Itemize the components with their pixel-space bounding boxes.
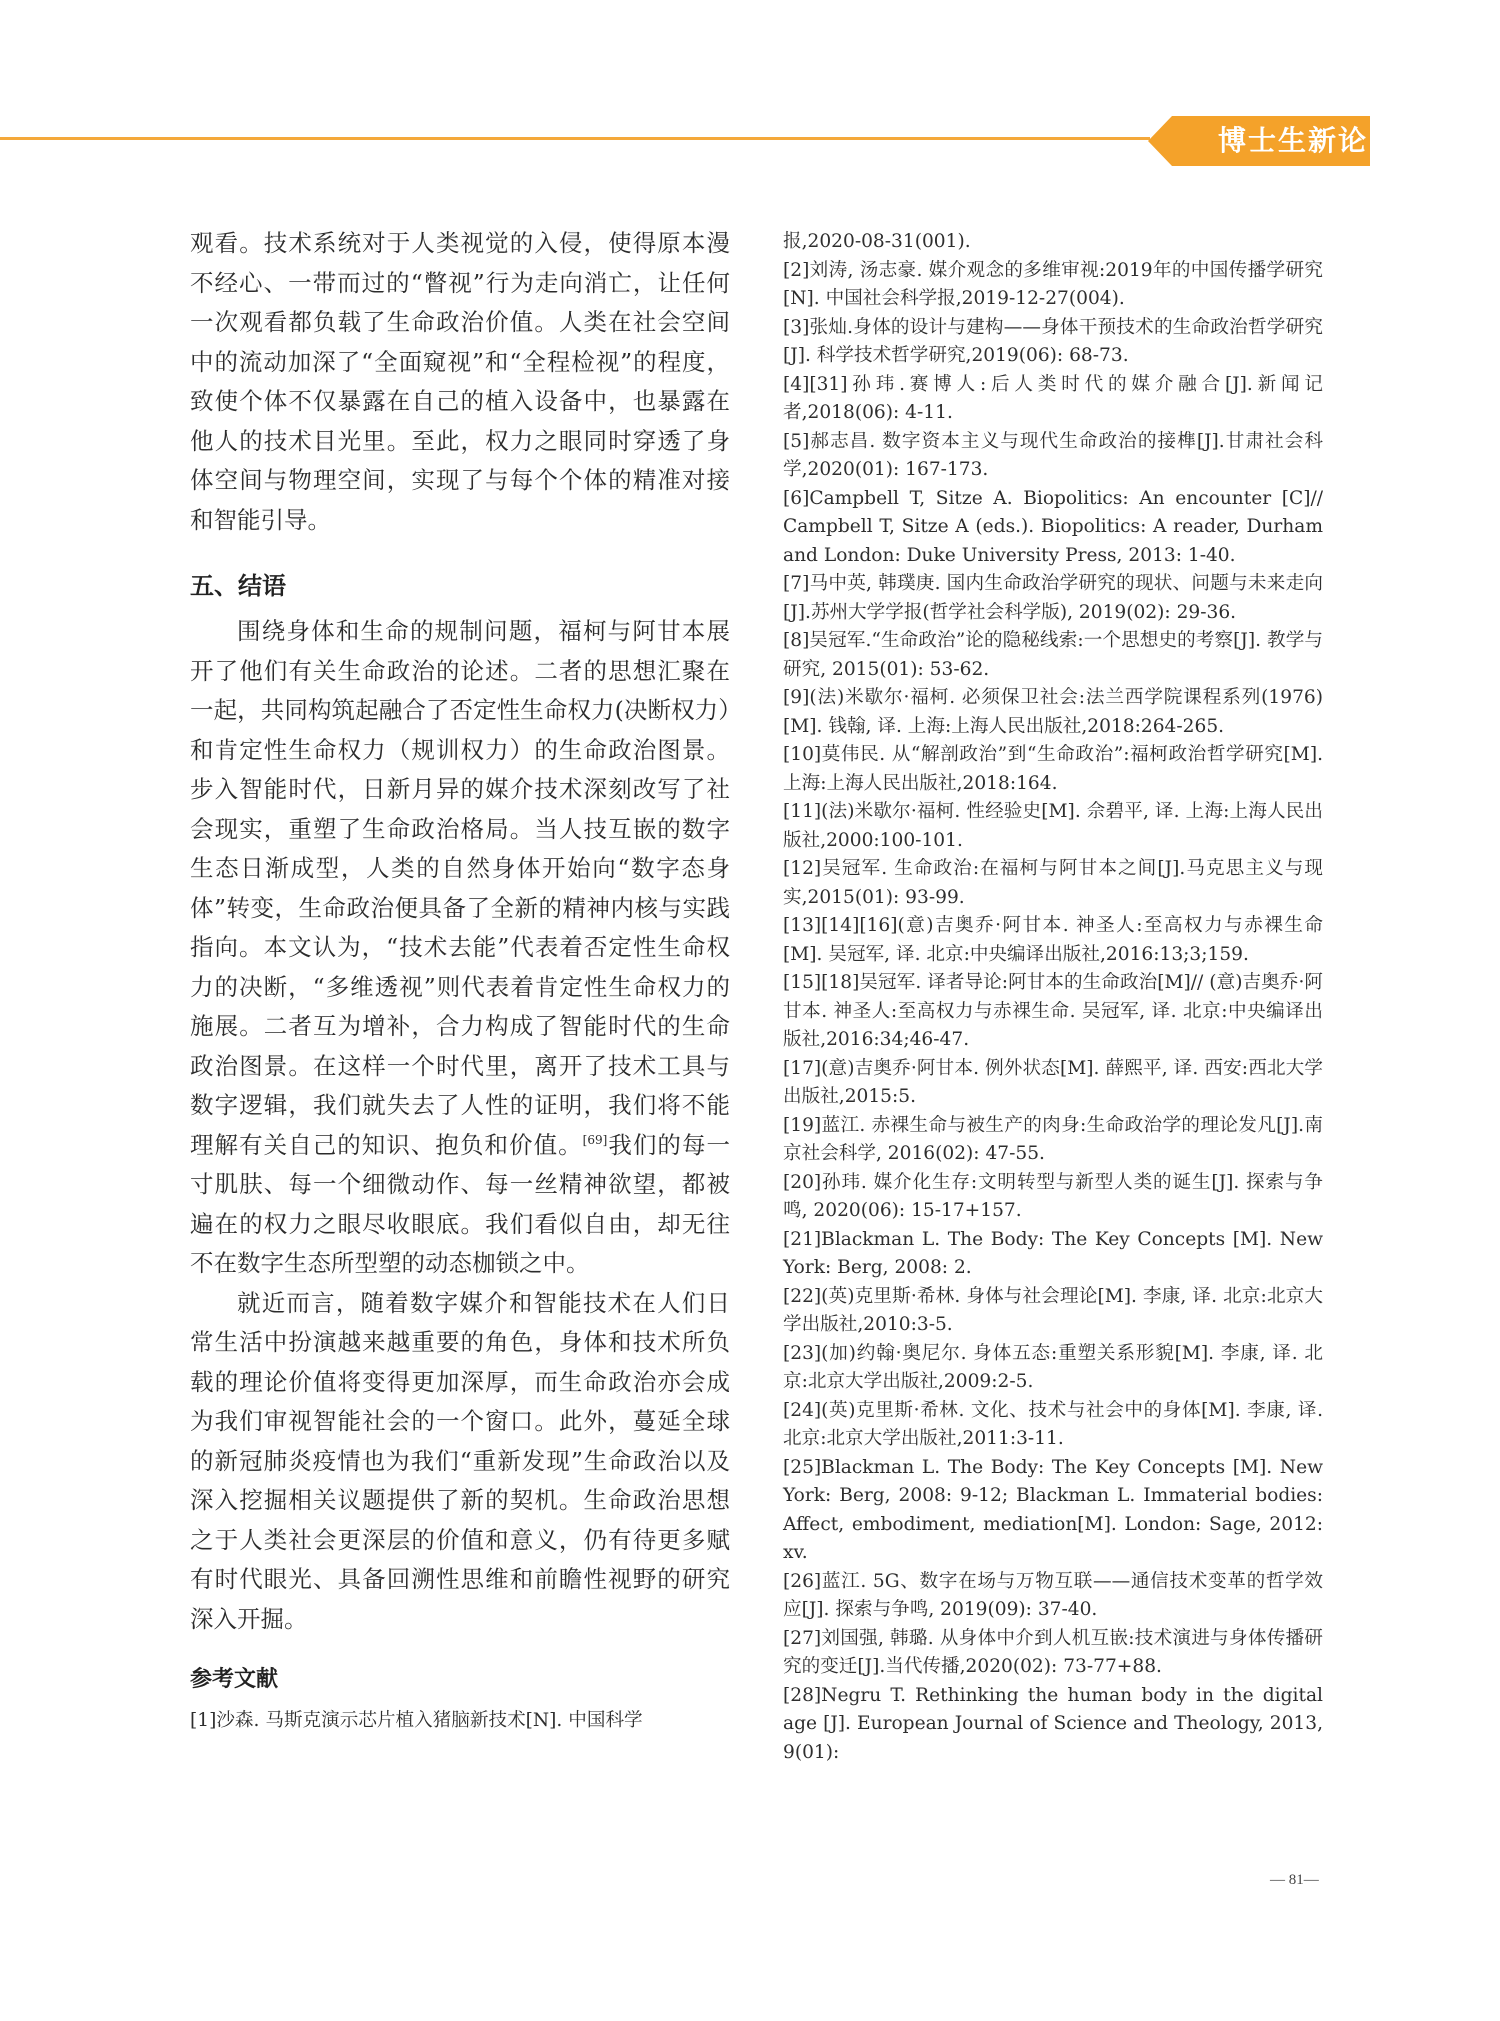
reference-item: [13][14][16](意)吉奥乔·阿甘本. 神圣人:至高权力与赤裸生命[M]. 吴冠军, 译. 北京:中央编译出版社,2016:13;3;159. — [783, 915, 1323, 965]
reference-item: [24](英)克里斯·希林. 文化、技术与社会中的身体[M]. 李康, 译. 北京:北京大学出版社,2011:3-11. — [783, 1399, 1323, 1449]
body-paragraph — [190, 612, 730, 1284]
reference-item: [26]蓝江. 5G、数字在场与万物互联——通信技术变革的哲学效应[J]. 探索与争鸣, 2019(09): 37-40. — [783, 1570, 1323, 1620]
body-paragraph: 就近而言，随着数字媒介和智能技术在人们日常生活中扮演越来越重要的角色，身体和技术所负载的理论价值将变得更加深厚，而生命政治亦会成为我们审视智能社会的一个窗口。此外，蔓延全球的新冠肺炎疫情也为我们“重新发现”生命政治以及深入挖掘相关议题提供了新的契机。生命政治思想之于人类社会更深层的价值和意义，仍有待更多赋有时代眼光、具备回溯性思维和前瞻性视野的研究深入开掘。 — [190, 1288, 730, 1633]
reference-item: [5]郝志昌. 数字资本主义与现代生命政治的接榫[J].甘肃社会科学,2020(01): 167-173. — [783, 430, 1323, 480]
reference-item: [8]吴冠军.“生命政治”论的隐秘线索:一个思想史的考察[J]. 教学与研究, 2015(01): 53-62. — [783, 630, 1323, 680]
left-column — [190, 224, 730, 1736]
reference-item: 报,2020-08-31(001). — [783, 231, 971, 252]
reference-item: [9](法)米歇尔·福柯. 必须保卫社会:法兰西学院课程系列(1976)[M]. 钱翰, 译. 上海:上海人民出版社,2018:264-265. — [783, 687, 1323, 737]
paragraph-text: 我们的每一寸肌肤、每一个细微动作、每一丝精神欲望，都被遍在的权力之眼尽收眼底。我们看似自由，却无往不在数字生态所型塑的动态枷锁之中。 — [190, 1130, 731, 1277]
reference-item: [21]Blackman L. The Body: The Key Concepts [M]. New York: Berg, 2008: 2. — [783, 1228, 1323, 1278]
reference-item: [7]马中英, 韩璞庚. 国内生命政治学研究的现状、问题与未来走向[J].苏州大学学报(哲学社会科学版), 2019(02): 29-36. — [783, 573, 1323, 623]
paragraph-text: 围绕身体和生命的规制问题，福柯与阿甘本展开了他们有关生命政治的论述。二者的思想汇聚在一起，共同构筑起融合了否定性生命权力(决断权力）和肯定性生命权力（规训权力）的生命政治图景。步入智能时代，日新月异的媒介技术深刻改写了社会现实，重塑了生命政治格局。当人技互嵌的数字生态日渐成型，人类的自然身体开始向“数字态身体”转变，生命政治便具备了全新的精神内核与实践指向。本文认为，“技术去能”代表着否定性生命权力的决断，“多维透视”则代表着肯定性生命权力的施展。二者互为增补，合力构成了智能时代的生命政治图景。在这样一个时代里，离开了技术工具与数字逻辑，我们就失去了人性的证明，我们将不能理解有关自己的知识、抱负和价值。 — [190, 617, 730, 1159]
reference-item: [6]Campbell T, Sitze A. Biopolitics: An encounter [C]// Campbell T, Sitze A (eds.). Biopolitics: A reader, Durham and London: Duke University Press, 2013: 1-40. — [783, 487, 1323, 566]
reference-item: [11](法)米歇尔·福柯. 性经验史[M]. 佘碧平, 译. 上海:上海人民出版社,2000:100-101. — [783, 801, 1323, 851]
reference-item: [3]张灿.身体的设计与建构——身体干预技术的生命政治哲学研究[J]. 科学技术哲学研究,2019(06): 68-73. — [783, 316, 1323, 366]
reference-item: [15][18]吴冠军. 译者导论:阿甘本的生命政治[M]// (意)吉奥乔·阿甘本. 神圣人:至高权力与赤裸生命. 吴冠军, 译. 北京:中央编译出版社,2016:34;46-47. — [783, 972, 1323, 1050]
reference-item: [22](英)克里斯·希林. 身体与社会理论[M]. 李康, 译. 北京:北京大学出版社,2010:3-5. — [783, 1285, 1323, 1335]
reference-item: [12]吴冠军. 生命政治:在福柯与阿甘本之间[J].马克思主义与现实,2015(01): 93-99. — [783, 858, 1323, 908]
references-heading: 参考文献 — [190, 1667, 279, 1692]
header-rule — [0, 137, 1150, 140]
column-tab-label: 博士生新论 — [1218, 124, 1369, 157]
body-paragraph: 观看。技术系统对于人类视觉的入侵，使得原本漫不经心、一带而过的“瞥视”行为走向消亡，让任何一次观看都负载了生命政治价值。人类在社会空间中的流动加深了“全面窥视”和“全程检视”的程度，致使个体不仅暴露在自己的植入设备中，也暴露在他人的技术目光里。至此，权力之眼同时穿透了身体空间与物理空间，实现了与每个个体的精准对接和智能引导。 — [190, 229, 730, 534]
section-heading: 五、结语 — [190, 572, 286, 600]
reference-item: [25]Blackman L. The Body: The Key Concepts [M]. New York: Berg, 2008: 9-12; Blackman L. Immaterial bodies: Affect, embodiment, mediation[M]. London: Sage, 2012: xv. — [783, 1456, 1323, 1563]
reference-item: [27]刘国强, 韩璐. 从身体中介到人机互嵌:技术演进与身体传播研究的变迁[J].当代传播,2020(02): 73-77+88. — [783, 1627, 1323, 1677]
reference-item: [1]沙森. 马斯克演示芯片植入猪脑新技术[N]. 中国科学 — [190, 1710, 643, 1731]
reference-item: [17](意)吉奥乔·阿甘本. 例外状态[M]. 薛熙平, 译. 西安:西北大学出版社,2015:5. — [783, 1057, 1323, 1107]
references-list — [783, 228, 1323, 1767]
reference-item: [19]蓝江. 赤裸生命与被生产的肉身:生命政治学的理论发凡[J].南京社会科学, 2016(02): 47-55. — [783, 1114, 1323, 1164]
reference-item: [20]孙玮. 媒介化生存:文明转型与新型人类的诞生[J]. 探索与争鸣, 2020(06): 15-17+157. — [783, 1171, 1323, 1221]
reference-item: [10]莫伟民. 从“解剖政治”到“生命政治”:福柯政治哲学研究[M]. 上海:上海人民出版社,2018:164. — [783, 744, 1323, 794]
reference-item: [2]刘涛, 汤志豪. 媒介观念的多维审视:2019年的中国传播学研究[N]. 中国社会科学报,2019-12-27(004). — [783, 259, 1323, 309]
page-number: — 81— — [1270, 1872, 1319, 1888]
reference-item: [23](加)约翰·奥尼尔. 身体五态:重塑关系形貌[M]. 李康, 译. 北京:北京大学出版社,2009:2-5. — [783, 1342, 1323, 1392]
reference-item: [28]Negru T. Rethinking the human body in the digital age [J]. European Journal of Science and Theology, 2013, 9(01): — [783, 1684, 1323, 1763]
citation-marker: [69] — [582, 1132, 608, 1147]
reference-item: [4][31]孙玮.赛博人:后人类时代的媒介融合[J].新闻记者,2018(06): 4-11. — [783, 373, 1323, 423]
